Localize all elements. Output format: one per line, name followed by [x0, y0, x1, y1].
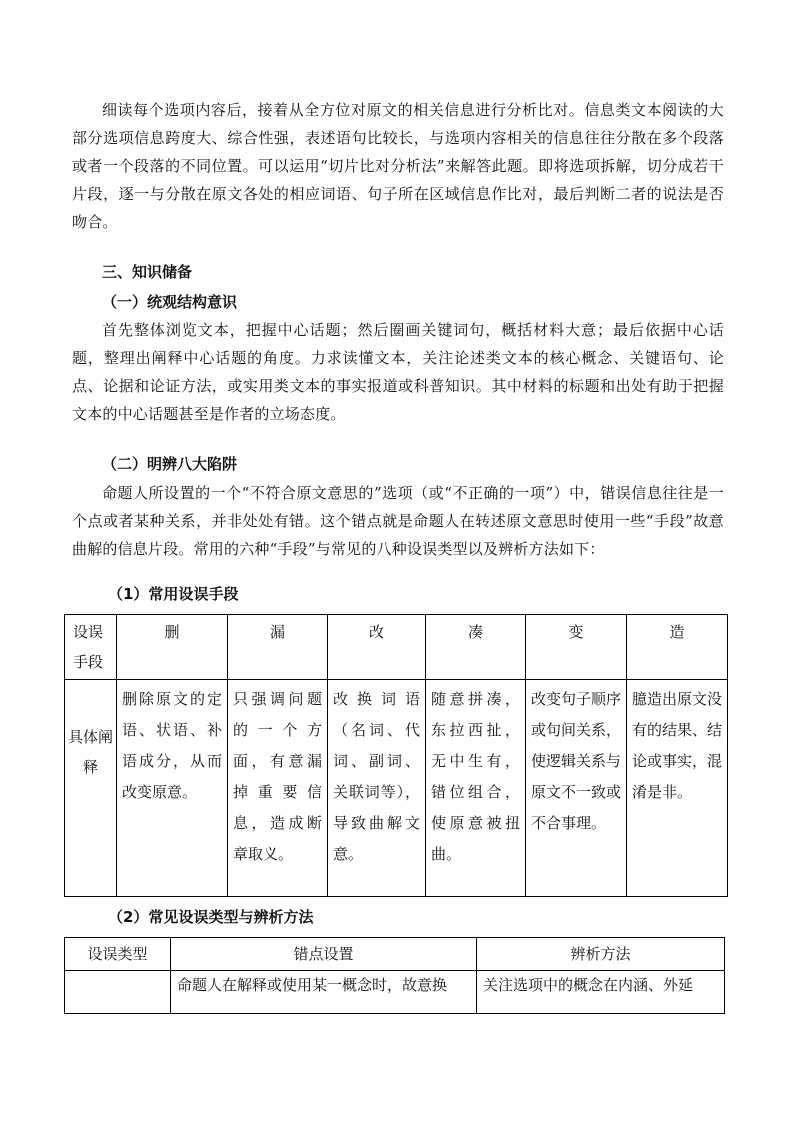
table2-title: （2）常见设误类型与辨析方法: [108, 908, 314, 926]
table-header-row: [65, 938, 725, 971]
table1-title: （1）常用设误手段: [108, 585, 239, 603]
error-means-table: [64, 614, 728, 897]
table-header-cell: 造: [627, 615, 728, 680]
table-header-cell: 错点设置: [171, 938, 477, 971]
table-cell: 删除原文的定语、状语、补语成分，从而改变原意。: [117, 680, 228, 897]
subheading-traps: （二）明辨八大陷阱: [102, 455, 238, 473]
section-heading-knowledge: 三、知识储备: [102, 263, 193, 281]
table-cell: [65, 971, 171, 1014]
table-cell: 改换词语（名词、代词、副词、关联词等），导致曲解文意。: [328, 680, 426, 897]
table-row-label: 具体阐释: [65, 680, 117, 897]
table-header-cell: 辨析方法: [477, 938, 725, 971]
table-cell: 改变句子顺序或句间关系，使逻辑关系与原文不一致或不合事理。: [526, 680, 627, 897]
table-header-cell: 删: [117, 615, 228, 680]
error-types-table: [64, 937, 725, 1014]
table-header-cell: 设误类型: [65, 938, 171, 971]
table-header-cell: 改: [328, 615, 426, 680]
table-header-row: [65, 615, 728, 680]
table-row: [65, 680, 728, 897]
paragraph-structure: 首先整体浏览文本，把握中心话题；然后圈画关键词句，概括材料大意；最后依据中心话题，整理出阐释中心话题的角度。力求读懂文本，关注论述类文本的核心概念、关键语句、论点、论据和论证方法，或实用类文本的事实报道或科普知识。其中材料的标题和出处有助于把握文本的中心话题甚至是作者的立场态度。: [72, 321, 724, 423]
table-cell: 关注选项中的概念在内涵、外延: [477, 971, 725, 1014]
table-header-cell: 凑: [426, 615, 526, 680]
paragraph-traps: 命题人所设置的一个“不符合原文意思的”选项（或“不正确的一项”）中，错误信息往往是一个点或者某种关系，并非处处有错。这个错点就是命题人在转述原文意思时使用一些“手段”故意曲解的信息片段。常用的六种“手段”与常见的八种设误类型以及辨析方法如下：: [72, 484, 724, 558]
table-cell: 命题人在解释或使用某一概念时，故意换: [171, 971, 477, 1014]
table-corner-cell: 设误手段: [65, 615, 117, 680]
paragraph-analysis-method: 细读每个选项内容后，接着从全方位对原文的相关信息进行分析比对。信息类文本阅读的大部分选项信息跨度大、综合性强，表述语句比较长，与选项内容相关的信息往往分散在多个段落或者一个段落的不同位置。可以运用“切片比对分析法”来解答此题。即将选项拆解，切分成若干片段，逐一与分散在原文各处的相应词语、句子所在区域信息作比对，最后判断二者的说法是否吻合。: [72, 101, 724, 231]
table-cell: 只强调问题的一个方面，有意漏掉重要信息，造成断章取义。: [228, 680, 328, 897]
subheading-structure: （一）统观结构意识: [102, 293, 238, 311]
table-header-cell: 漏: [228, 615, 328, 680]
table-header-cell: 变: [526, 615, 627, 680]
table-cell: 随意拼凑，东拉西扯，无中生有，错位组合，使原意被扭曲。: [426, 680, 526, 897]
table-cell: 臆造出原文没有的结果、结论或事实，混淆是非。: [627, 680, 728, 897]
table-row: [65, 971, 725, 1014]
